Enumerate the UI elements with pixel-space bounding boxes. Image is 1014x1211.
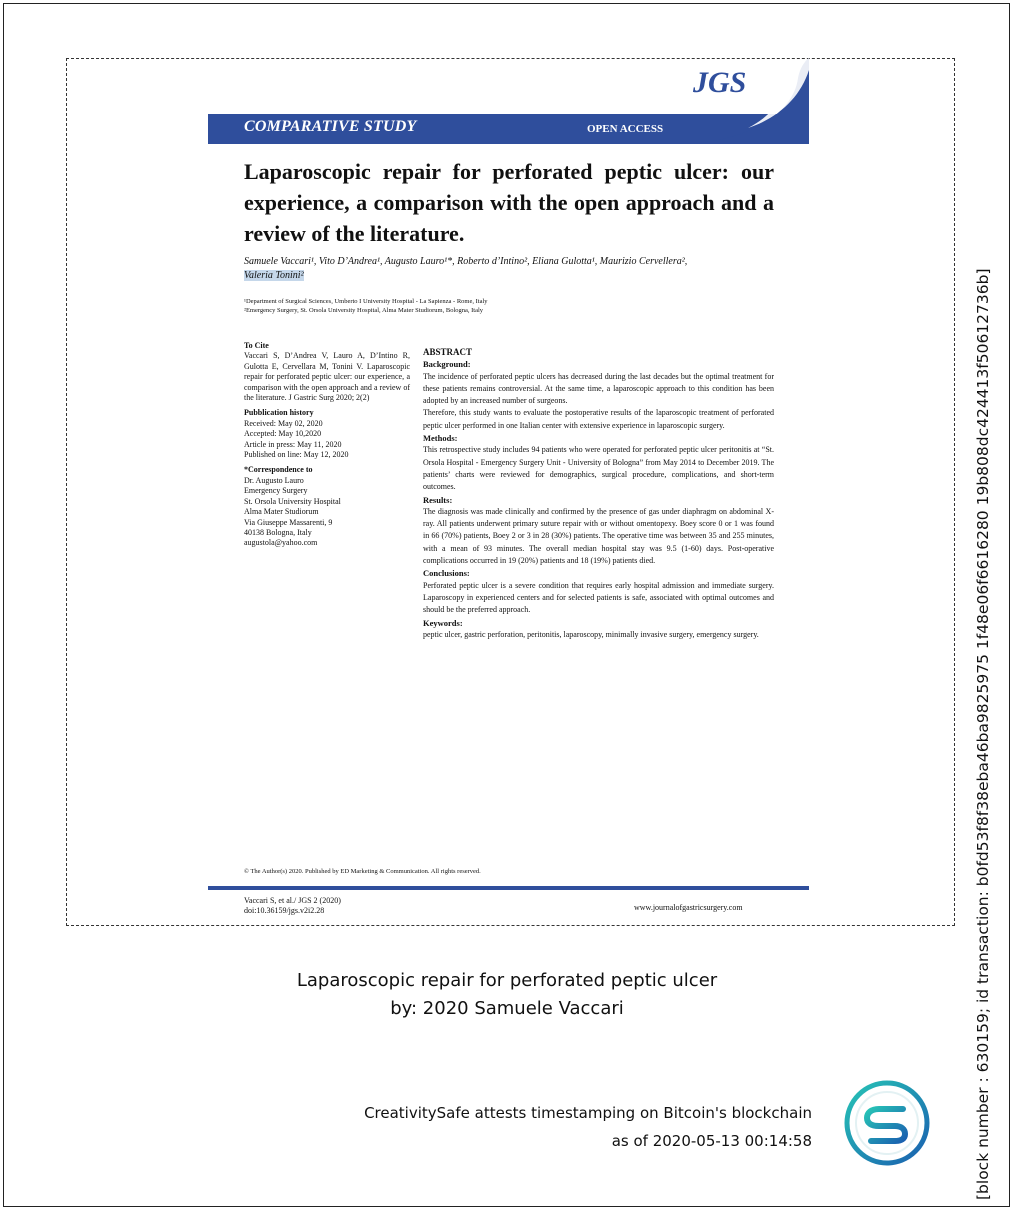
creativitysafe-logo-icon (843, 1079, 931, 1167)
history-line: Received: May 02, 2020 (244, 418, 323, 428)
affiliations (244, 297, 774, 315)
keywords-heading: Keywords: (423, 617, 463, 628)
keywords-text: peptic ulcer, gastric perforation, peritonitis, laparoscopy, minimally invasive surgery, emergency surgery. (423, 629, 759, 639)
background-text: The incidence of perforated peptic ulcers has decreased during the last decades but the optimal treatment for these patients remains controversial. At the same time, a laparoscopic approach to this condition has been adopted by an increased number of surgeons. (423, 371, 774, 406)
history-line: Published on line: May 12, 2020 (244, 450, 349, 460)
authors-last-highlighted: Valeria Tonini² (244, 270, 304, 281)
correspondence-line: St. Orsola University Hospital (244, 496, 341, 506)
conclusions-text: Perforated peptic ulcer is a severe condition that requires early hospital admission and immediate surgery. Laparoscopy in experienced centers and for selected patients is safe, associated with optimal outcomes and should be the preferred approach. (423, 580, 774, 615)
authors-text: Samuele Vaccari¹, Vito D’Andrea¹, Augusto Lauro¹*, Roberto d’Intino², Eliana Gulotta¹, Maurizio Cervellera², (244, 256, 688, 267)
correspondence-line: Alma Mater Studiorum (244, 507, 319, 517)
background-heading: Background: (423, 359, 471, 370)
footer-cite-text: Vaccari S, et al./ JGS 2 (2020) (244, 896, 341, 905)
footer-citation (244, 896, 341, 916)
affiliation-line: ²Emergency Surgery, St. Orsola University Hospital, Alma Mater Studiorum, Bologna, Italy (244, 307, 484, 314)
work-author: by: 2020 Samuele Vaccari (390, 998, 624, 1019)
footer-divider (208, 886, 809, 890)
methods-text: This retrospective study includes 94 patients who were operated for perforated peptic ulcer peritonitis at “St. Orsola Hospital - Emergency Surgery Unit - University of Bologna” from May 2014 to December 2019. The patients’ charts were reviewed for demographics, surgical procedure, complications, and short-term outcomes. (423, 445, 774, 492)
correspondence-email: augustola@yahoo.com (244, 538, 318, 548)
correspondence-heading: *Correspondence to (244, 465, 313, 475)
work-title: Laparoscopic repair for perforated peptic ulcer (296, 970, 718, 991)
correspondence-line: 40138 Bologna, Italy (244, 527, 312, 537)
correspondence-line: Dr. Augusto Lauro (244, 475, 304, 485)
affiliation-line: ¹Department of Surgical Sciences, Umberto I University Hospital - La Sapienza - Rome, Italy (244, 298, 488, 305)
copyright-notice: © The Author(s) 2020. Published by ED Marketing & Communication. All rights reserved. (244, 868, 481, 875)
history-heading: Pubblication history (244, 408, 314, 418)
abstract (423, 346, 774, 641)
results-heading: Results: (423, 494, 453, 505)
correspondence-line: Emergency Surgery (244, 486, 308, 496)
conclusions-heading: Conclusions: (423, 568, 470, 579)
abstract-heading: ABSTRACT (423, 347, 473, 357)
open-access-label: OPEN ACCESS (587, 123, 664, 135)
author-list (244, 255, 774, 283)
methods-heading: Methods: (423, 433, 458, 444)
attestation-text: CreativitySafe attests timestamping on Bitcoin's blockchain (364, 1104, 812, 1122)
paper-page (208, 62, 809, 920)
journal-url[interactable]: www.journalofgastricsurgery.com (634, 903, 743, 912)
timestamp-attestation (364, 1099, 812, 1155)
article-type-label: COMPARATIVE STUDY (244, 118, 417, 135)
history-line: Article in press: May 11, 2020 (244, 439, 342, 449)
article-title: Laparoscopic repair for perforated peptic ulcer: our experience, a comparison with the open approach and a review of the literature. (244, 159, 774, 246)
results-text: The diagnosis was made clinically and confirmed by the presence of gas under diaphragm on abdominal X-ray. All patients underwent primary suture repair with or without omentopexy. Boey score 0 or 1 was found in 66 (70%) patients, Boey 2 or 3 in 28 (30%) patients. The operative time was between 35 and 255 minutes, with a mean of 93 minutes. The overall median hospital stay was 9.5 (1-60) days. Post-operative complications occurred in 19 (20%) patients and 18 (19%) patients died. (423, 506, 774, 566)
journal-logo-text: JGS (693, 66, 747, 99)
correspondence-line: Via Giuseppe Massarenti, 9 (244, 517, 333, 527)
cite-text: Vaccari S, D’Andrea V, Lauro A, D’Intino R, Gulotta E, Cervellara M, Tonini V. Laparoscopic repair for perforated peptic ulcer: our experience, a comparison with the open approach and a review of the literature. J Gastric Surg 2020; 2(2) (244, 351, 410, 403)
background-text: Therefore, this study wants to evaluate the postoperative results of the laparoscopic treatment of perforated peptic ulcer performed in one Italian center with extensive experience in laparoscopic surgery. (423, 408, 774, 430)
work-caption (0, 967, 1014, 1023)
cite-heading: To Cite (244, 341, 269, 350)
history-line: Accepted: May 10,2020 (244, 429, 322, 439)
footer-doi: doi:10.36159/jgs.v2i2.28 (244, 906, 325, 915)
article-sidebar (244, 341, 410, 554)
blockchain-transaction-info: [block number : 630159; id transaction: b0fd53f8f38eba46ba9825975 1f48e06f6616280 19b808dc424413f50612736b] (974, 268, 992, 1200)
attestation-date: as of 2020-05-13 00:14:58 (611, 1132, 812, 1150)
